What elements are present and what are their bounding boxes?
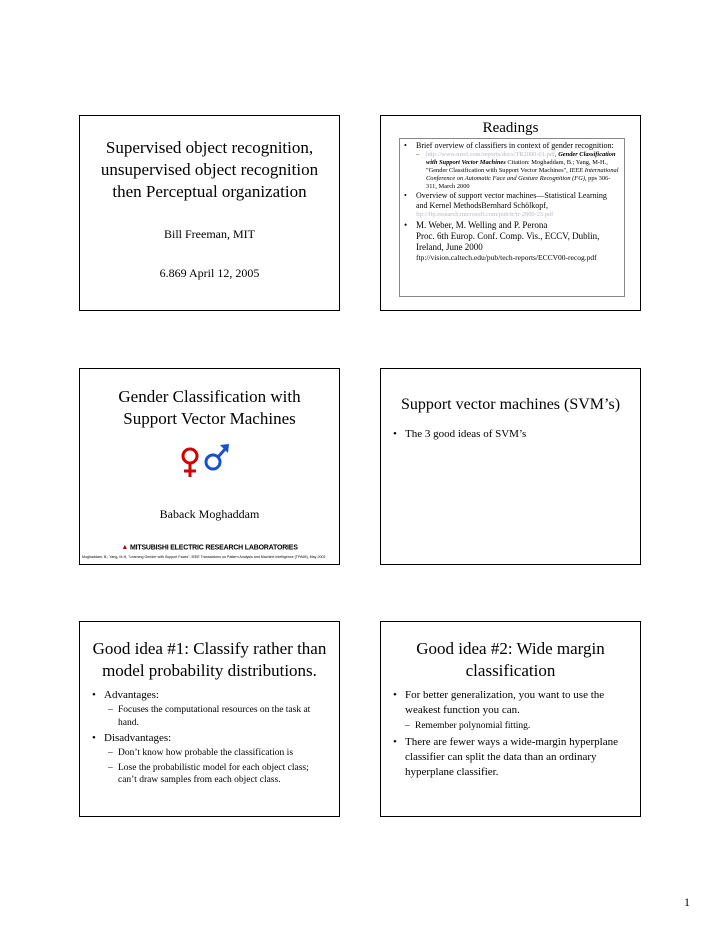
reading-item-1 xyxy=(404,141,620,191)
slide1-date: 6.869 April 12, 2005 xyxy=(159,266,260,280)
slide-3 xyxy=(79,368,340,565)
slide1-title-line-1: Supervised object recognition, xyxy=(105,138,314,157)
male-symbol-icon xyxy=(206,444,229,469)
slide4-bullet-1: • The 3 good ideas of SVM’s xyxy=(393,427,640,441)
slide4-title: Support vector machines (SVM’s) xyxy=(400,396,621,413)
slide5-adv-1: – Focuses the computational resources on the task at hand. xyxy=(108,704,329,729)
slide-1 xyxy=(79,115,340,311)
slide3-footer-citation: Moghaddam, B.; Yang, M-H, "Learning Gender with Support Faces", IEEE Transactions on Pattern Analysis and Machine Intelligence (TPAMI), May 2002 xyxy=(82,555,326,559)
slide1-title-line-2: unsupervised object recognition xyxy=(100,160,319,179)
reading-1-detail: – http://www.merl.com/reports/docs/TR2000-01.pdf, Gender Classification with Support Vector Machines Citation: Moghaddam, B.; Yang, M-H., "Gender Classification with Support Vector Machines", IEEE International Conference on Automatic Face and Gesture Recognition (FG), pps 306-311, March 2000 xyxy=(416,151,620,191)
reading-2-text: Overview of support vector machines—Statistical Learning and Kernel MethodsBernhard Schölkopf, xyxy=(416,191,607,210)
reading-2-link[interactable]: ftp://ftp.research.microsoft.com/pub/tr/tr-2000-23.pdf xyxy=(416,211,554,218)
slide6-bullet-1: • For better generalization, you want to use the weakest function you can. – Remember polynomial fitting. xyxy=(393,688,630,733)
reading-1-link[interactable]: http://www.merl.com/reports/docs/TR2000-01.pdf xyxy=(426,151,555,158)
slide5-advantages: • Advantages: – Focuses the computational resources on the task at hand. xyxy=(92,688,329,729)
slide5-disadvantages: • Disadvantages: – Don’t know how probable the classification is – Lose the probabilistic model for each object class; can’t draw samples from each object class. xyxy=(92,731,329,787)
readings-box xyxy=(399,138,625,297)
slide-5 xyxy=(79,621,340,817)
reading-1-title: Gender Classification with Support Vector Machines xyxy=(426,151,616,166)
slide-6 xyxy=(380,621,641,817)
slide5-title-line-1: Good idea #1: Classify rather than xyxy=(92,639,327,658)
slide3-title-line-2: Support Vector Machines xyxy=(123,409,296,428)
slide1-title-line-3: then Perceptual organization xyxy=(112,182,307,201)
slide2-title: Readings xyxy=(482,120,539,136)
gender-symbols-icon xyxy=(178,441,238,481)
reading-3-ftp: ftp://vision.caltech.edu/pub/tech-reports/ECCV00-recog.pdf xyxy=(416,253,597,262)
slide3-title-line-1: Gender Classification with xyxy=(118,387,301,406)
slide6-title-line-1: Good idea #2: Wide margin xyxy=(416,639,605,658)
reading-1-venue: IEEE International Conference on Automatic Face and Gesture Recognition (FG) xyxy=(426,167,619,182)
merl-logo: ▲ MITSUBISHI ELECTRIC RESEARCH LABORATORIES xyxy=(121,544,298,552)
reading-1-pages: , pps 306-311, March 2000 xyxy=(426,175,611,190)
slide6-bullet-1-sub: – Remember polynomial fitting. xyxy=(405,720,630,733)
reading-3-line-2: Proc. 6th Europ. Conf. Comp. Vis., ECCV, Dublin, Ireland, June 2000 xyxy=(416,231,600,252)
slide-4 xyxy=(380,368,641,565)
slide1-author: Bill Freeman, MIT xyxy=(164,227,255,241)
page-number: 1 xyxy=(684,895,690,909)
slide6-bullet-2: • There are fewer ways a wide-margin hyperplane classifier can split the data than an ordinary hyperplane classifier. xyxy=(393,735,630,780)
reading-item-3 xyxy=(404,220,620,263)
reading-1-citation: Citation: Moghaddam, B.; Yang, M-H., "Gender Classification with Support Vector Machines", xyxy=(426,159,608,174)
mitsubishi-logo-icon: ▲ xyxy=(121,544,129,551)
slide5-dis-1: – Don’t know how probable the classification is xyxy=(108,747,329,760)
reading-3-line-1: • M. Weber, M. Welling and P. Perona xyxy=(416,220,548,230)
slide3-author: Baback Moghaddam xyxy=(159,507,260,521)
slide-2 xyxy=(380,115,641,311)
slide5-dis-2: – Lose the probabilistic model for each object class; can’t draw samples from each object class. xyxy=(108,762,329,787)
reading-item-2 xyxy=(404,191,620,219)
slide5-title-line-2: model probability distributions. xyxy=(102,661,317,680)
reading-1-text: Brief overview of classifiers in context of gender recognition: xyxy=(416,141,614,150)
female-symbol-icon xyxy=(183,449,197,477)
slide6-title-line-2: classification xyxy=(465,661,556,680)
